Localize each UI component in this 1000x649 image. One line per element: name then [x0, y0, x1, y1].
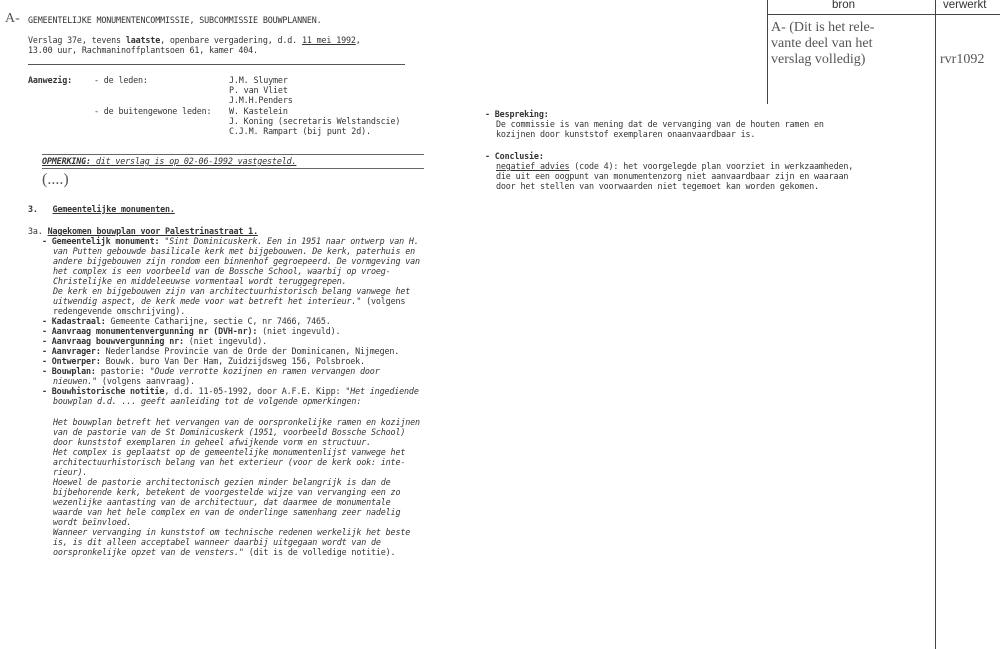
hist-body-5: architectuurhistorisch belang van het exterieur (voor de kerk ook: inte-	[53, 457, 406, 467]
hist-body-1: Het bouwplan betreft het vervangen van de oorspronkelijke ramen en kozijnen	[53, 417, 420, 427]
hist-body-6: rieur).	[53, 467, 88, 477]
hist-body-8: bijbehorende kerk, betekent de voorgestelde wijze van vervanging een zo	[53, 487, 401, 497]
hist-body-12: Wanneer vervanging in kunststof om technische redenen werkelijk het beste	[53, 527, 411, 537]
conclusie-line-2: die uit een oogpunt van monumentenzorg niet aanvaardbaar zijn en waaraan	[496, 171, 849, 181]
hist-line-2: bouwplan d.d. ... geeft aanleiding tot de volgende opmerkingen:	[53, 396, 362, 406]
dvh-line: - Aanvraag monumentenvergunning nr (DVH-nr): (niet ingevuld).	[42, 326, 341, 336]
conclusie-line-1: negatief advies (code 4): het voorgelegde plan voorziet in werkzaamheden,	[496, 161, 854, 171]
monument-line-2: van Putten gebouwde basilicale kerk met bijgebouwen. De kerk, paterhuis en	[53, 246, 416, 256]
doc-letter: A-	[5, 11, 20, 26]
bron-note-line-1: A- (Dit is het rele-	[771, 20, 875, 35]
hist-body-11: wordt beïnvloed.	[53, 517, 132, 527]
hist-body-14: oorspronkelijke opzet van de vensters." (dit is de volledige notitie).	[53, 547, 396, 557]
extra-member-2: J. Koning (secretaris Welstandscie)	[229, 116, 401, 126]
remark-rule-top	[42, 154, 424, 155]
bouwplan-line-2: nieuwen." (volgens aanvraag).	[53, 376, 195, 386]
bespreking-line-1: De commissie is van mening dat de vervanging van de houten ramen en	[496, 119, 824, 129]
hist-body-13: is, is dit alleen acceptabel wanneer daarbij uitgegaan wordt van de	[53, 537, 381, 547]
conclusie-label: - Conclusie:	[485, 151, 544, 161]
hist-line-1: - Bouwhistorische notitie, d.d. 11-05-1992, door A.F.E. Kipp: "Het ingediende	[42, 386, 419, 396]
hist-body-2: van de pastorie van de St Dominicuskerk (1951, voorbeeld Bossche School)	[53, 427, 406, 437]
ontwerper-line: - Ontwerper: Bouwk. buro Van Der Ham, Zuidzijdsweg 156, Polsbroek.	[42, 356, 365, 366]
remark: OPMERKING: dit verslag is op 02-06-1992 vastgesteld.	[42, 156, 297, 166]
margin-rule-left	[767, 0, 768, 104]
extra-members-label: - de buitengewone leden:	[94, 106, 212, 116]
monument-line-7: uitwendig aspect, de kerk mede voor wat betreft het interieur." (volgens	[53, 296, 406, 306]
hist-body-4: Het complex is geplaatst op de gemeentelijke monumentenlijst vanwege het	[53, 447, 406, 457]
remark-rule-bottom	[42, 168, 424, 169]
section-heading: 3. Gemeentelijke monumenten.	[28, 204, 175, 214]
doc-title: GEMEENTELIJKE MONUMENTENCOMMISSIE, SUBCOMMISSIE BOUWPLANNEN.	[28, 15, 322, 25]
hist-body-3: door kunststof exemplaren in geheel afwijkende vorm en structuur.	[53, 437, 371, 447]
monument-line-3: andere bijgebouwen zijn rondom een binnenhof gegroepeerd. De vormgeving van	[53, 256, 420, 266]
monument-line-1: - Gemeentelijk monument: "Sint Dominicuskerk. Een in 1951 naar ontwerp van H.	[42, 236, 419, 246]
member-1: J.M. Sluymer	[229, 75, 288, 85]
header-verwerkt: verwerkt	[943, 0, 987, 11]
monument-line-8: redengevende omschrijving).	[53, 306, 186, 316]
hist-body-9: wezenlijke aantasting van de architectuur, dat daarmee de monumentale	[53, 497, 391, 507]
margin-rule-top	[767, 14, 1000, 15]
aanvrager-line: - Aanvrager: Nederlandse Provincie van de Orde der Dominicanen, Nijmegen.	[42, 346, 400, 356]
monument-line-5: Christelijke en middeleeuwse vormentaal wordt teruggegrepen.	[53, 276, 347, 286]
member-2: P. van Vliet	[229, 85, 288, 95]
conclusie-line-3: door het stellen van voorwaarden niet tegemoet kan worden gekomen.	[496, 181, 819, 191]
kadaster-line: - Kadastraal: Gemeente Catharijne, sectie C, nr 7466, 7465.	[42, 316, 331, 326]
bespreking-line-2: kozijnen door kunststof exemplaren onaanvaardbaar is.	[496, 129, 756, 139]
item-heading: 3a. Nagekomen bouwplan voor Palestrinastraat 1.	[28, 226, 258, 236]
bron-note-line-2: vante deel van het	[771, 36, 873, 51]
hist-body-10: waarde van het hele complex en van de onderlinge samenhang zeer nadelig	[53, 507, 401, 517]
meeting-meta-1: Verslag 37e, tevens laatste, openbare vergadering, d.d. 11 mei 1992,	[28, 35, 361, 45]
margin-rule-middle	[935, 0, 936, 649]
bouwvergunning-line: - Aanvraag bouwvergunning nr: (niet ingevuld).	[42, 336, 268, 346]
bespreking-label: - Bespreking:	[485, 109, 549, 119]
header-divider	[28, 64, 405, 65]
member-3: J.M.H.Penders	[229, 95, 293, 105]
ellipsis: (....)	[42, 171, 69, 188]
present-label: Aanwezig:	[28, 75, 73, 85]
extra-member-3: C.J.M. Rampart (bij punt 2d).	[229, 126, 371, 136]
monument-line-6: De kerk en bijgebouwen zijn van architectuurhistorisch belang vanwege het	[53, 286, 411, 296]
monument-line-4: het complex is een voorbeeld van de Bossche School, waarbij op vroeg-	[53, 266, 391, 276]
bouwplan-line-1: - Bouwplan: pastorie: "Oude verrotte kozijnen en ramen vervangen door	[42, 366, 380, 376]
header-bron: bron	[832, 0, 856, 11]
bron-note-line-3: verslag volledig)	[771, 52, 866, 67]
members-label: - de leden:	[94, 75, 148, 85]
meeting-meta-2: 13.00 uur, Rachmaninoffplantsoen 61, kamer 404.	[28, 45, 258, 55]
hist-body-7: Hoewel de pastorie architectonisch gezien minder belangrijk is dan de	[53, 477, 391, 487]
extra-member-1: W. Kastelein	[229, 106, 288, 116]
verwerkt-code: rvr1092	[940, 52, 985, 67]
